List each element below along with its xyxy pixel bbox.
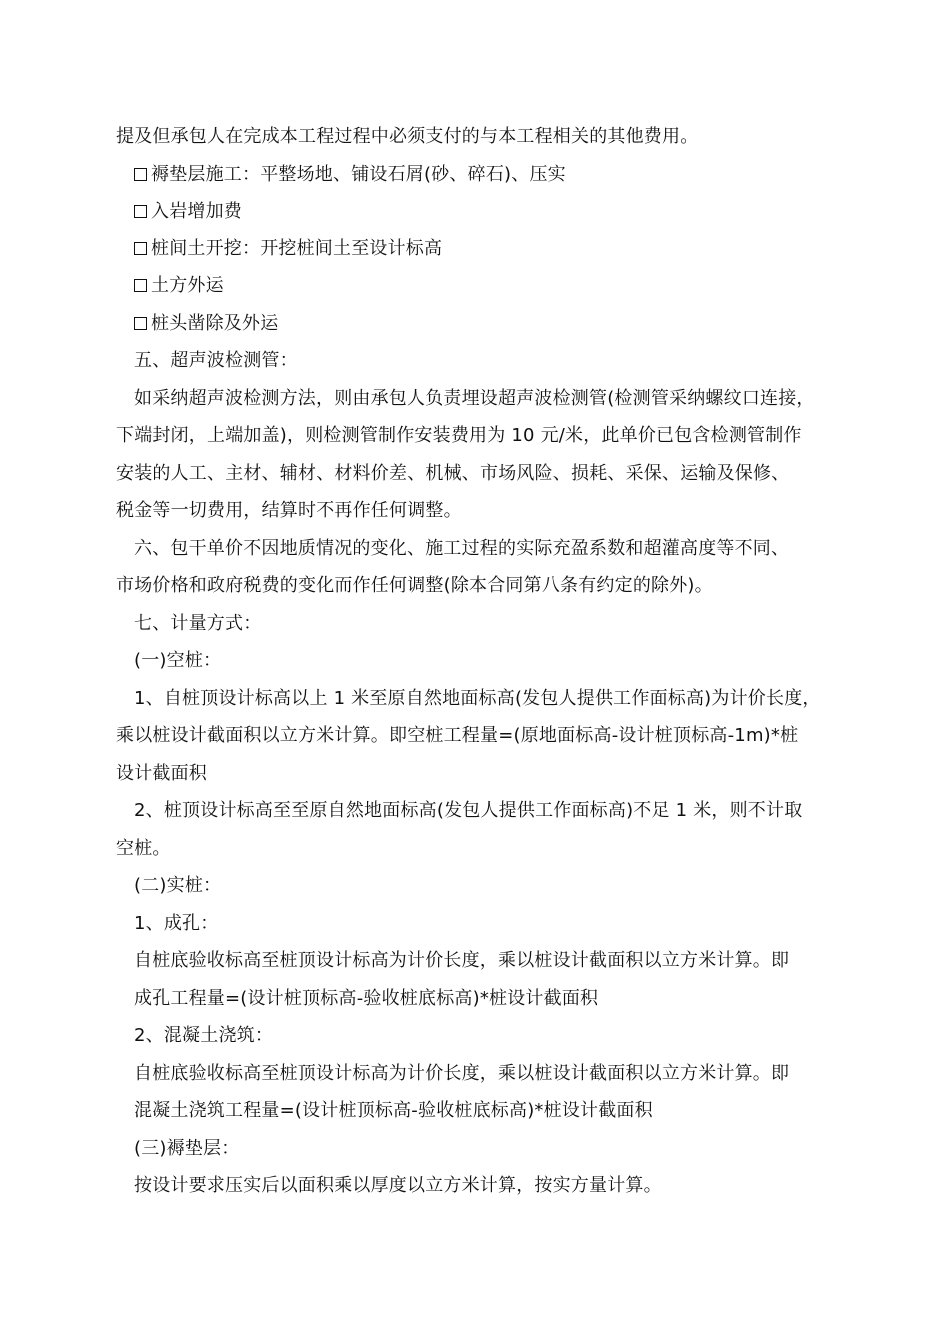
paragraph-line: 1、自桩顶设计标高以上 1 米至原自然地面标高(发包人提供工作面标高)为计价长度， [134,688,821,709]
paragraph-line: 税金等一切费用，结算时不再作任何调整。 [116,500,462,521]
paragraph-line: 安装的人工、主材、辅材、材料价差、机械、市场风险、损耗、采保、运输及保修、 [116,463,790,484]
paragraph-line: 按设计要求压实后以面积乘以厚度以立方米计算，按实方量计算。 [134,1175,662,1196]
checkbox-icon [134,242,147,255]
paragraph-line: 自桩底验收标高至桩顶设计标高为计价长度，乘以桩设计截面积以立方米计算。即 [134,1063,790,1084]
checklist-item-label: 入岩增加费 [151,201,242,222]
checklist-item-label: 桩头凿除及外运 [151,313,279,334]
paragraph-line: 自桩底验收标高至桩顶设计标高为计价长度，乘以桩设计截面积以立方米计算。即 [134,950,790,971]
subsection-heading: (三)褥垫层： [134,1138,240,1159]
checkbox-icon [134,317,147,330]
paragraph-line: 成孔工程量=(设计桩顶标高-验收桩底标高)*桩设计截面积 [134,988,599,1009]
paragraph-line: 设计截面积 [116,763,207,784]
paragraph-line: 如采纳超声波检测方法，则由承包人负责埋设超声波检测管(检测管采纳螺纹口连接， [134,388,815,409]
checklist-item-label: 土方外运 [151,275,224,296]
checklist-item [134,311,278,337]
checklist-item-label: 桩间土开挖：开挖桩间土至设计标高 [151,238,443,259]
checklist-item [134,273,224,299]
paragraph-line: 下端封闭，上端加盖)，则检测管制作安装费用为 10 元/米，此单价已包含检测管制作 [116,425,802,446]
paragraph-line: 2、桩顶设计标高至至原自然地面标高(发包人提供工作面标高)不足 1 米，则不计取 [134,800,803,821]
paragraph-line: 六、包干单价不因地质情况的变化、施工过程的实际充盈系数和超灌高度等不同、 [134,538,790,559]
section-heading: 七、计量方式： [134,613,262,634]
paragraph-line: 提及但承包人在完成本工程过程中必须支付的与本工程相关的其他费用。 [116,126,699,147]
checklist-item [134,199,242,225]
item-heading: 1、成孔： [134,913,219,934]
paragraph-line: 空桩。 [116,838,171,859]
section-heading: 五、超声波检测管： [134,350,298,371]
checklist-item [134,236,442,262]
checkbox-icon [134,168,147,181]
checklist-item-label: 褥垫层施工：平整场地、铺设石屑(砂、碎石)、压实 [151,164,566,185]
paragraph-line: 混凝土浇筑工程量=(设计桩顶标高-验收桩底标高)*桩设计截面积 [134,1100,653,1121]
checkbox-icon [134,279,147,292]
subsection-heading: (二)实桩： [134,875,222,896]
checklist-item [134,162,566,188]
checkbox-icon [134,205,147,218]
paragraph-line: 乘以桩设计截面积以立方米计算。即空桩工程量=(原地面标高-设计桩顶标高-1m)*桩 [116,725,799,746]
item-heading: 2、混凝土浇筑： [134,1025,274,1046]
subsection-heading: (一)空桩： [134,650,222,671]
paragraph-line: 市场价格和政府税费的变化而作任何调整(除本合同第八条有约定的除外)。 [116,575,713,596]
